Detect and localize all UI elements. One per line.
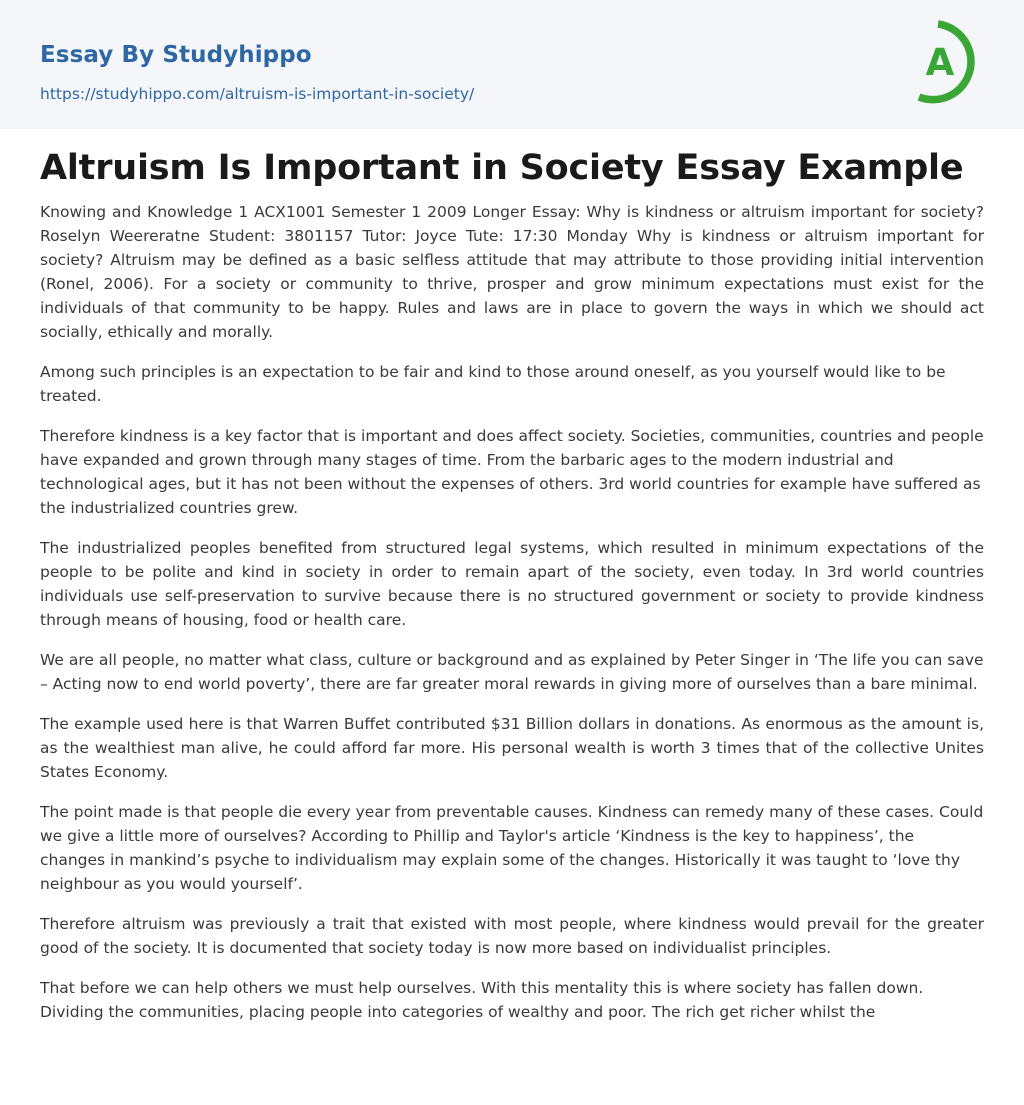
essay-paragraph: Among such principles is an expectation to be fair and kind to those around oneself, as you yourself would like to be treated. (40, 363, 946, 405)
page-title: Altruism Is Important in Society Essay Example (40, 148, 964, 188)
essay-paragraph: We are all people, no matter what class, culture or background and as explained by Peter Singer in ‘The life you can save – Acting now to end world poverty’, there are far greater moral rewards in giving more of ourselves than a bare minimal. (40, 651, 984, 693)
site-title[interactable]: Essay By Studyhippo (40, 42, 312, 68)
essay-paragraph: Therefore kindness is a key factor that is important and does affect society. Societies, communities, countries and people have expanded and grown through many stages of time. From the barbaric ages to the modern industrial and technological ages, but it has not been without the expenses of others. 3rd world countries for example have suffered as the industrialized countries grew. (40, 427, 984, 517)
site-header (0, 0, 1024, 129)
essay-body (40, 200, 984, 1040)
essay-paragraph: Knowing and Knowledge 1 ACX1001 Semester 1 2009 Longer Essay: Why is kindness or altruism important for society? Roselyn Weereratne Student: 3801157 Tutor: Joyce Tute: 17:30 Monday Why is kindness or altruism important for society? Altruism may be defined as a basic selfless attitude that may attribute to those providing initial intervention (Ronel, 2006). For a society or community to thrive, prosper and grow minimum expectations must exist for the individuals of that community to be happy. Rules and laws are in place to govern the ways in which we should act socially, ethically and morally. (40, 203, 984, 341)
logo-letter: A (925, 41, 955, 84)
source-url-link[interactable]: https://studyhippo.com/altruism-is-important-in-society/ (40, 85, 475, 103)
essay-paragraph: Therefore altruism was previously a trait that existed with most people, where kindness would prevail for the greater good of the society. It is documented that society today is now more based on individualist principles. (40, 915, 984, 957)
essay-paragraph: The point made is that people die every year from preventable causes. Kindness can remedy many of these cases. Could we give a little more of ourselves? According to Phillip and Taylor's article ‘Kindness is the key to happiness’, the changes in mankind’s psyche to individualism may explain some of the changes. Historically it was taught to ‘love thy neighbour as you would yourself’. (40, 803, 984, 893)
essay-paragraph: That before we can help others we must help ourselves. With this mentality this is where society has fallen down. Dividing the communities, placing people into categories of wealthy and poor. The rich get richer whilst the (40, 979, 924, 1021)
logo-a-icon (906, 18, 988, 106)
essay-paragraph: The industrialized peoples benefited from structured legal systems, which resulted in minimum expectations of the people to be polite and kind in society in order to remain apart of the society, even today. In 3rd world countries individuals use self-preservation to survive because there is no structured government or society to provide kindness through means of housing, food or health care. (40, 539, 984, 629)
logo[interactable] (906, 18, 988, 106)
essay-paragraph: The example used here is that Warren Buffet contributed $31 Billion dollars in donations. As enormous as the amount is, as the wealthiest man alive, he could afford far more. His personal wealth is worth 3 times that of the collective Unites States Economy. (40, 715, 984, 781)
